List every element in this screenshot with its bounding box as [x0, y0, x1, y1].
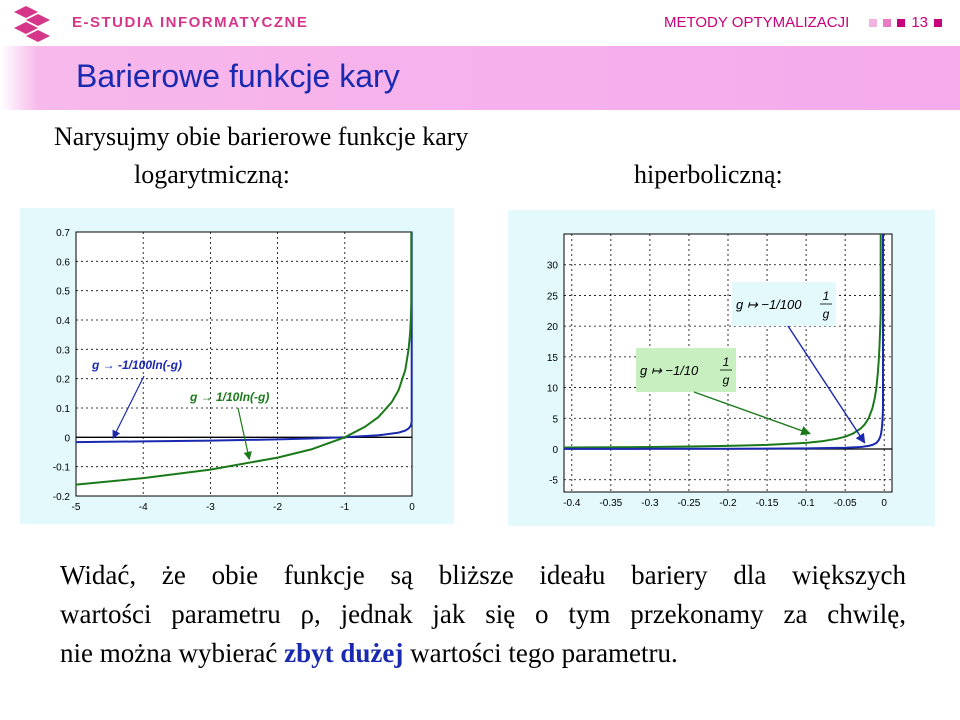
y-tick-label: 5: [552, 414, 558, 426]
x-tick-label: -0.35: [599, 498, 623, 509]
annotation-label: g ↦ −1/10: [640, 363, 699, 378]
page-number: 13: [911, 14, 928, 31]
y-tick-label: 25: [546, 291, 558, 303]
hyp-barrier-chart: [508, 210, 935, 526]
annotation-numerator: 1: [722, 355, 730, 369]
emphasis-text: zbyt dużej: [284, 638, 404, 668]
y-tick-label: 10: [546, 383, 558, 395]
annotation-numerator: 1: [822, 289, 830, 303]
y-tick-label: -0.2: [52, 492, 70, 503]
header-right: [664, 14, 942, 31]
x-tick-label: -1: [340, 502, 350, 513]
x-tick-label: -0.3: [641, 498, 659, 509]
x-tick-label: 0: [409, 502, 415, 513]
x-tick-label: -3: [205, 502, 215, 513]
x-tick-label: -2: [273, 502, 283, 513]
x-tick-label: -0.4: [563, 498, 581, 509]
y-tick-label: 20: [546, 322, 558, 334]
x-tick-label: -0.05: [833, 498, 857, 509]
annotation-denominator: g: [722, 373, 730, 387]
conclusion-text: [60, 556, 906, 673]
y-tick-label: 0.6: [56, 257, 70, 269]
y-tick-label: 0.3: [56, 345, 70, 357]
log-barrier-chart: [20, 208, 454, 524]
x-tick-label: -0.15: [755, 498, 779, 509]
header-course: METODY OPTYMALIZACJI: [664, 14, 850, 31]
y-tick-label: 0.2: [56, 374, 70, 386]
y-tick-label: -0.1: [52, 462, 70, 474]
nav-dot: [883, 19, 891, 27]
intro-right: hiperboliczną:: [634, 160, 783, 189]
y-tick-label: 0.5: [56, 286, 70, 298]
intro-line-1: Narysujmy obie barierowe funkcje kary: [54, 122, 469, 151]
intro-line-2: logarytmiczną:: [134, 160, 290, 189]
x-tick-label: -0.1: [797, 498, 815, 509]
log-chart-panel: [20, 208, 454, 524]
conclusion-line-3a: nie można wybierać: [60, 638, 285, 668]
nav-dot: [869, 19, 877, 27]
x-tick-label: -5: [71, 502, 81, 513]
annotation-label: g ↦ −1/100: [736, 297, 802, 312]
x-tick-label: -4: [138, 502, 148, 513]
logo-icon: [10, 4, 56, 44]
annotation-label: g → 1/10ln(-g): [190, 390, 270, 404]
conclusion-line-1: Widać, że obie funkcje są bliższe ideału bariery dla większych: [60, 560, 906, 590]
conclusion-line-3: [60, 634, 906, 673]
conclusion-line-2: wartości parametru ρ, jednak jak się o tym przekonamy za chwilę,: [60, 599, 906, 629]
conclusion-line-3b: wartości tego parametru.: [403, 638, 678, 668]
y-tick-label: 30: [546, 260, 558, 272]
x-tick-label: -0.2: [719, 498, 737, 509]
x-tick-label: 0: [881, 498, 887, 509]
nav-dot: [934, 19, 942, 27]
annotation-label: g → -1/100ln(-g): [92, 358, 183, 372]
y-tick-label: -5: [549, 475, 558, 487]
slide-title: Barierowe funkcje kary: [76, 58, 400, 94]
nav-dot: [897, 19, 905, 27]
hyp-chart-panel: [508, 210, 935, 526]
annotation-denominator: g: [822, 307, 830, 321]
y-tick-label: 0.4: [56, 316, 70, 327]
y-tick-label: 0: [552, 445, 558, 456]
y-tick-label: 0: [64, 433, 70, 445]
header-brand: E-STUDIA INFORMATYCZNE: [72, 14, 309, 31]
x-tick-label: -0.25: [677, 498, 701, 509]
y-tick-label: 15: [546, 352, 558, 364]
y-tick-label: 0.1: [56, 404, 70, 415]
y-tick-label: 0.7: [56, 228, 70, 239]
